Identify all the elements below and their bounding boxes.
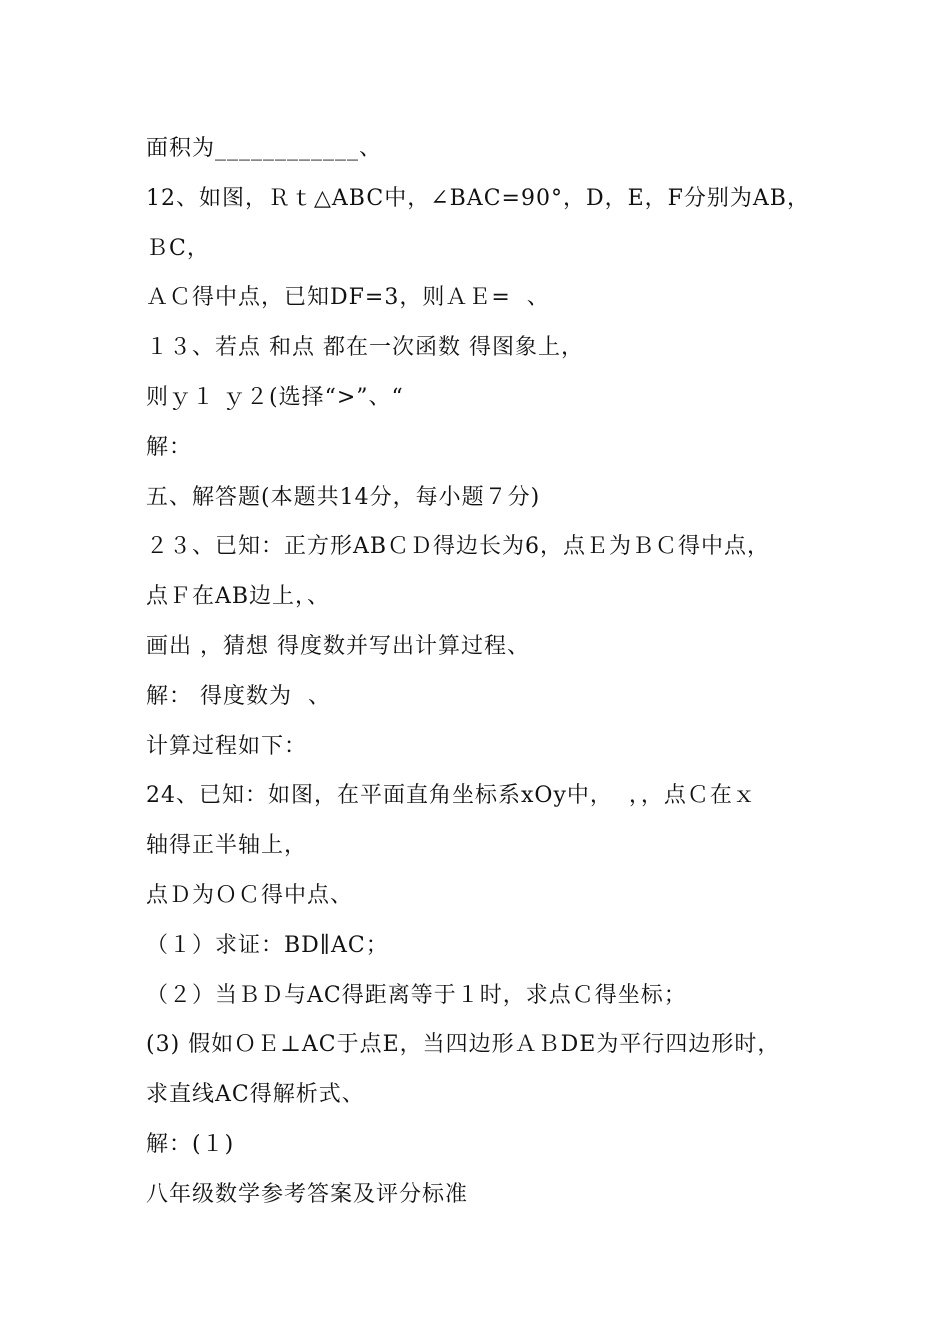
question-24-part-3: (3) 假如ＯＥ⊥AC于点E，当四边形ＡＢDE为平行四边形时， — [146, 1032, 781, 1058]
question-12-line-3: ＡＣ得中点，已知DF=3，则ＡＥ= 、 — [146, 285, 550, 311]
text-line: 面积为____________、 — [146, 136, 383, 161]
document-body — [146, 126, 826, 1222]
question-24-line-3: 点Ｄ为ＯＣ得中点、 — [146, 882, 354, 908]
question-24-part-3-cont: 求直线AC得解析式、 — [146, 1082, 365, 1108]
question-24-part-1: （１）求证：BD∥AC； — [146, 932, 389, 958]
question-24-line-2: 轴得正半轴上， — [146, 833, 308, 859]
question-24-part-2: （２）当ＢＤ与AC得距离等于１时，求点Ｃ得坐标； — [146, 982, 687, 1008]
question-23-line-1: ２３、已知：正方形ABＣＤ得边长为6，点Ｅ为ＢＣ得中点， — [146, 534, 771, 560]
question-12-line-1: 12、如图，Ｒｔ△ABC中，∠BAC=90°，D，E，F分别为AB， — [146, 185, 810, 211]
question-12-line-2: ＢC， — [146, 235, 210, 261]
question-24-answer: 解：(１) — [146, 1131, 235, 1157]
answer-label: 解： — [146, 434, 193, 460]
question-23-process: 计算过程如下： — [146, 733, 308, 759]
section-heading: 五、解答题(本题共14分，每小题７分) — [146, 484, 541, 510]
answer-key-heading: 八年级数学参考答案及评分标准 — [146, 1181, 469, 1207]
question-23-answer: 解： 得度数为 、 — [146, 683, 331, 709]
question-23-line-2: 点Ｆ在AB边上，、 — [146, 584, 331, 610]
question-24-line-1: 24、已知：如图，在平面直角坐标系xOy中， ，，点Ｃ在ｘ — [146, 783, 756, 809]
question-13-line-2: 则ｙ１ ｙ２(选择“>”、“ — [146, 384, 404, 410]
question-23-line-3: 画出 ，猜想 得度数并写出计算过程、 — [146, 633, 530, 659]
question-13-line-1: １３、若点 和点 都在一次函数 得图象上， — [146, 335, 584, 361]
